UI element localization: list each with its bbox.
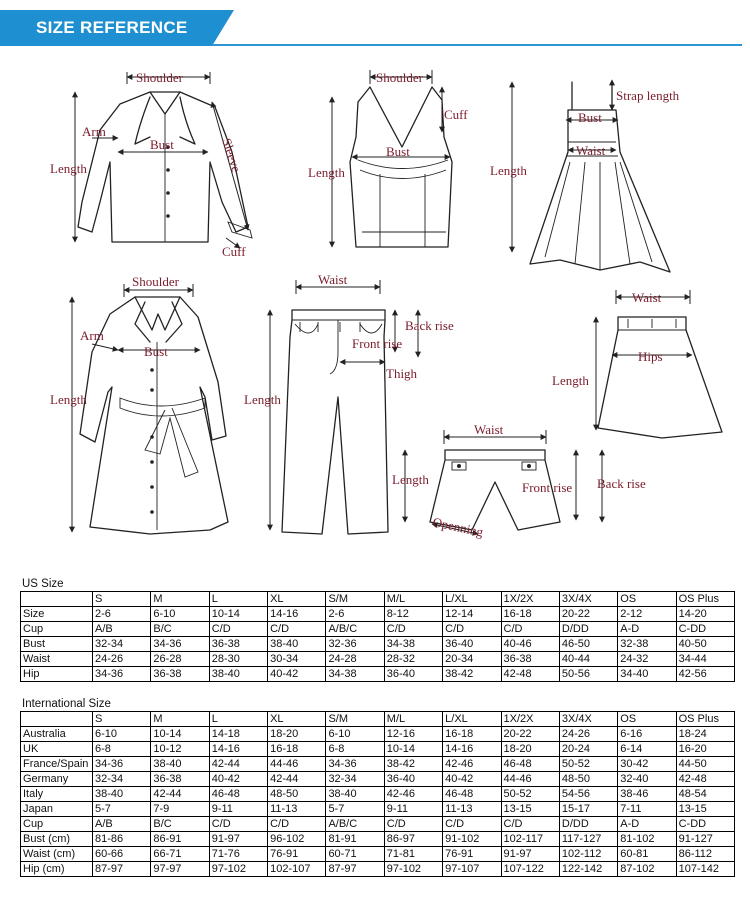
table-cell: C/D [384,817,442,832]
table-cell: 14-16 [209,742,267,757]
table-cell: 24-26 [559,727,617,742]
table-cell: 36-38 [151,667,209,682]
table-header-cell: S [93,592,151,607]
table-cell: 14-16 [443,742,501,757]
table-cell: 6-8 [326,742,384,757]
table-cell: 97-102 [209,862,267,877]
vest-cuff-label: Cuff [444,107,468,122]
table-cell: 16-18 [501,607,559,622]
table-cell: A-D [618,622,676,637]
table-row-label: Italy [21,787,93,802]
table-cell: 91-97 [209,832,267,847]
table-row-label: Waist [21,652,93,667]
table-cell: 36-38 [151,772,209,787]
table-cell: 32-34 [93,637,151,652]
table-cell: A/B/C [326,622,384,637]
table-cell: 15-17 [559,802,617,817]
table-cell: 40-42 [209,772,267,787]
table-cell: 28-32 [384,652,442,667]
pants-thigh-label: Thigh [386,366,418,381]
table-cell: 71-76 [209,847,267,862]
table-cell: 32-40 [618,772,676,787]
table-header-cell: XL [268,712,326,727]
table-cell: 40-42 [268,667,326,682]
table-cell: 86-97 [384,832,442,847]
table-cell: 60-66 [93,847,151,862]
table-cell: 50-56 [559,667,617,682]
table-cell: 10-14 [209,607,267,622]
table-cell: 18-20 [268,727,326,742]
table-cell: B/C [151,622,209,637]
table-row-label: Waist (cm) [21,847,93,862]
table-cell: A/B [93,817,151,832]
table-cell: 38-42 [384,757,442,772]
table-cell: B/C [151,817,209,832]
table-header-cell: M [151,592,209,607]
table-cell: 10-14 [384,742,442,757]
table-cell: 87-102 [618,862,676,877]
table-header-cell: S/M [326,592,384,607]
table-cell: D/DD [559,817,617,832]
pants-front-rise-label: Front rise [352,336,403,351]
table-cell: 2-6 [93,607,151,622]
table-cell: 5-7 [93,802,151,817]
table-cell: 34-40 [618,667,676,682]
table-cell: 48-54 [676,787,734,802]
table-header-cell: 3X/4X [559,712,617,727]
table-cell: C/D [268,622,326,637]
table-header-cell: OS Plus [676,712,734,727]
table-cell: 32-34 [93,772,151,787]
table-cell: 97-107 [443,862,501,877]
table-cell: 18-20 [501,742,559,757]
table-cell: 42-48 [501,667,559,682]
table-cell: 38-40 [93,787,151,802]
table-row [21,787,735,802]
table-row [21,727,735,742]
table-header-cell: XL [268,592,326,607]
table-cell: 60-71 [326,847,384,862]
table-header-cell: M/L [384,712,442,727]
pants-waist-label: Waist [318,272,348,287]
table-cell: C/D [209,622,267,637]
table-cell: 81-102 [618,832,676,847]
table-row [21,652,735,667]
coat-arm-label: Arm [80,328,104,343]
table-cell: 117-127 [559,832,617,847]
table-row [21,817,735,832]
table-cell: 20-22 [559,607,617,622]
table-header-cell: S [93,712,151,727]
table-cell: 71-81 [384,847,442,862]
international-size-title: International Size [22,698,111,710]
table-cell: 8-12 [384,607,442,622]
table-row [21,607,735,622]
table-cell: 11-13 [268,802,326,817]
table-cell: 44-46 [268,757,326,772]
table-row [21,757,735,772]
table-cell: 42-48 [676,772,734,787]
table-cell: 40-50 [676,637,734,652]
table-cell: 5-7 [326,802,384,817]
table-cell: 42-56 [676,667,734,682]
table-header-row [21,592,735,607]
pants-diagram [244,272,454,534]
table-cell: 6-10 [93,727,151,742]
table-row [21,667,735,682]
size-reference-banner [0,10,234,46]
table-cell: 10-14 [151,727,209,742]
table-row-label: Germany [21,772,93,787]
table-cell: 6-10 [326,727,384,742]
shorts-back-rise-label: Back rise [597,476,646,491]
table-row-label: Cup [21,817,93,832]
table-cell: C/D [501,622,559,637]
garment-measurement-diagrams [0,52,750,552]
table-cell: 20-24 [559,742,617,757]
table-cell: C/D [209,817,267,832]
table-cell: 10-12 [151,742,209,757]
dress-strap-length-label: Strap length [616,88,680,103]
table-cell: 2-12 [618,607,676,622]
vest-shoulder-label: Shoulder [376,70,423,85]
shirt-arm-label: Arm [82,124,106,139]
table-header-cell: S/M [326,712,384,727]
shorts-waist-label: Waist [474,422,504,437]
header-divider [212,44,742,46]
table-header-cell: OS Plus [676,592,734,607]
table-cell: 91-97 [501,847,559,862]
vest-length-label: Length [308,165,345,180]
table-cell: 16-20 [676,742,734,757]
table-cell: 96-102 [268,832,326,847]
vest-bust-label: Bust [386,144,410,159]
table-cell: 102-107 [268,862,326,877]
skirt-length-label: Length [552,373,589,388]
shorts-openning-label: Openning [431,514,485,540]
table-cell: 44-50 [676,757,734,772]
table-cell: 34-36 [151,637,209,652]
table-cell: 30-34 [268,652,326,667]
table-cell: 6-14 [618,742,676,757]
table-cell: 2-6 [326,607,384,622]
table-row-label: Hip (cm) [21,862,93,877]
table-cell: 24-32 [618,652,676,667]
table-cell: 12-14 [443,607,501,622]
table-row [21,742,735,757]
table-cell: 107-122 [501,862,559,877]
table-cell: 44-46 [501,772,559,787]
table-cell: C/D [443,622,501,637]
table-cell: 38-42 [443,667,501,682]
table-cell: 46-50 [559,637,617,652]
table-header-cell [21,592,93,607]
table-cell: C-DD [676,817,734,832]
pants-back-rise-label: Back rise [405,318,454,333]
table-cell: 16-18 [443,727,501,742]
table-cell: 102-112 [559,847,617,862]
table-header-cell: 1X/2X [501,592,559,607]
table-cell: 102-117 [501,832,559,847]
table-cell: C/D [268,817,326,832]
table-cell: 87-97 [326,862,384,877]
dress-diagram [490,80,680,272]
shirt-length-label: Length [50,161,87,176]
table-header-cell: 1X/2X [501,712,559,727]
dress-length-label: Length [490,163,527,178]
table-cell: A/B [93,622,151,637]
table-cell: 7-9 [151,802,209,817]
table-cell: 13-15 [501,802,559,817]
table-cell: 48-50 [559,772,617,787]
table-cell: 20-22 [501,727,559,742]
table-cell: 97-102 [384,862,442,877]
dress-bust-label: Bust [578,110,602,125]
table-header-row [21,712,735,727]
page-title: SIZE REFERENCE [36,18,188,37]
shorts-diagram [392,422,646,540]
dress-waist-label: Waist [576,143,606,158]
shorts-front-rise-label: Front rise [522,480,573,495]
shirt-cuff-label: Cuff [222,244,246,259]
table-cell: 34-38 [384,637,442,652]
table-cell: 36-40 [443,637,501,652]
table-cell: 36-40 [384,667,442,682]
table-cell: 42-44 [209,757,267,772]
table-row [21,847,735,862]
table-cell: 32-36 [326,637,384,652]
table-cell: D/DD [559,622,617,637]
table-row [21,862,735,877]
coat-diagram [50,274,228,534]
skirt-diagram [552,290,722,438]
table-cell: 91-102 [443,832,501,847]
table-header-cell: L/XL [443,592,501,607]
table-cell: 32-38 [618,637,676,652]
table-cell: 54-56 [559,787,617,802]
table-cell: 46-48 [209,787,267,802]
table-cell: 81-91 [326,832,384,847]
table-row-label: UK [21,742,93,757]
vest-diagram [308,70,468,247]
table-cell: C/D [384,622,442,637]
table-header-cell: M [151,712,209,727]
table-cell: 36-38 [501,652,559,667]
table-cell: 46-48 [501,757,559,772]
us-size-table [20,591,735,682]
coat-bust-label: Bust [144,344,168,359]
table-cell: 14-18 [209,727,267,742]
table-cell: 24-28 [326,652,384,667]
table-cell: 9-11 [384,802,442,817]
table-cell: 34-44 [676,652,734,667]
table-cell: 34-36 [93,757,151,772]
table-row-label: Cup [21,622,93,637]
table-cell: 38-46 [618,787,676,802]
table-cell: 97-97 [151,862,209,877]
table-cell: 38-40 [268,637,326,652]
table-header-cell: OS [618,712,676,727]
table-cell: 107-142 [676,862,734,877]
table-header-cell: L/XL [443,712,501,727]
table-row-label: France/Spain [21,757,93,772]
table-cell: 91-127 [676,832,734,847]
table-cell: 26-28 [151,652,209,667]
table-cell: A/B/C [326,817,384,832]
table-cell: 40-46 [501,637,559,652]
pants-length-label: Length [244,392,281,407]
coat-shoulder-label: Shoulder [132,274,179,289]
table-cell: 32-34 [326,772,384,787]
table-cell: 36-38 [209,637,267,652]
table-cell: 9-11 [209,802,267,817]
table-row-label: Bust (cm) [21,832,93,847]
table-cell: 14-20 [676,607,734,622]
table-cell: 81-86 [93,832,151,847]
table-cell: 6-8 [93,742,151,757]
table-row-label: Japan [21,802,93,817]
table-cell: 46-48 [443,787,501,802]
coat-length-label: Length [50,392,87,407]
table-cell: 76-91 [443,847,501,862]
table-cell: 86-112 [676,847,734,862]
table-row-label: Australia [21,727,93,742]
table-cell: 14-16 [268,607,326,622]
table-cell: 87-97 [93,862,151,877]
table-cell: 18-24 [676,727,734,742]
table-cell: 24-26 [93,652,151,667]
table-row-label: Size [21,607,93,622]
skirt-waist-label: Waist [632,290,662,305]
skirt-hips-label: Hips [638,349,663,364]
table-cell: 30-42 [618,757,676,772]
table-cell: 20-34 [443,652,501,667]
table-cell: 38-40 [326,787,384,802]
shirt-shoulder-label: Shoulder [136,70,183,85]
table-cell: 34-36 [326,757,384,772]
table-cell: 66-71 [151,847,209,862]
table-cell: 6-16 [618,727,676,742]
table-cell: 42-44 [268,772,326,787]
table-cell: 12-16 [384,727,442,742]
table-cell: 50-52 [501,787,559,802]
table-cell: 42-44 [151,787,209,802]
table-cell: 48-50 [268,787,326,802]
table-cell: 38-40 [209,667,267,682]
table-header-cell: 3X/4X [559,592,617,607]
table-row [21,772,735,787]
table-cell: 28-30 [209,652,267,667]
table-cell: 36-40 [384,772,442,787]
table-cell: A-D [618,817,676,832]
table-cell: C/D [443,817,501,832]
table-header-cell: L [209,712,267,727]
table-cell: 34-38 [326,667,384,682]
table-row [21,622,735,637]
table-cell: 86-91 [151,832,209,847]
table-cell: 76-91 [268,847,326,862]
shirt-sleeve-label: Sleeve [219,136,245,174]
table-row [21,802,735,817]
table-cell: 16-18 [268,742,326,757]
table-cell: 42-46 [384,787,442,802]
table-cell: C/D [501,817,559,832]
table-cell: C-DD [676,622,734,637]
table-row [21,637,735,652]
table-cell: 6-10 [151,607,209,622]
table-cell: 13-15 [676,802,734,817]
table-header-cell: OS [618,592,676,607]
table-cell: 40-42 [443,772,501,787]
table-cell: 11-13 [443,802,501,817]
table-row-label: Bust [21,637,93,652]
table-cell: 34-36 [93,667,151,682]
shirt-diagram [50,70,252,259]
table-header-cell: M/L [384,592,442,607]
table-cell: 50-52 [559,757,617,772]
us-size-title: US Size [22,578,64,590]
table-cell: 122-142 [559,862,617,877]
shorts-length-label: Length [392,472,429,487]
table-header-cell [21,712,93,727]
table-cell: 38-40 [151,757,209,772]
table-row-label: Hip [21,667,93,682]
table-cell: 7-11 [618,802,676,817]
table-row [21,832,735,847]
shirt-bust-label: Bust [150,137,174,152]
table-cell: 60-81 [618,847,676,862]
international-size-table [20,711,735,877]
table-cell: 40-44 [559,652,617,667]
table-cell: 42-46 [443,757,501,772]
table-header-cell: L [209,592,267,607]
